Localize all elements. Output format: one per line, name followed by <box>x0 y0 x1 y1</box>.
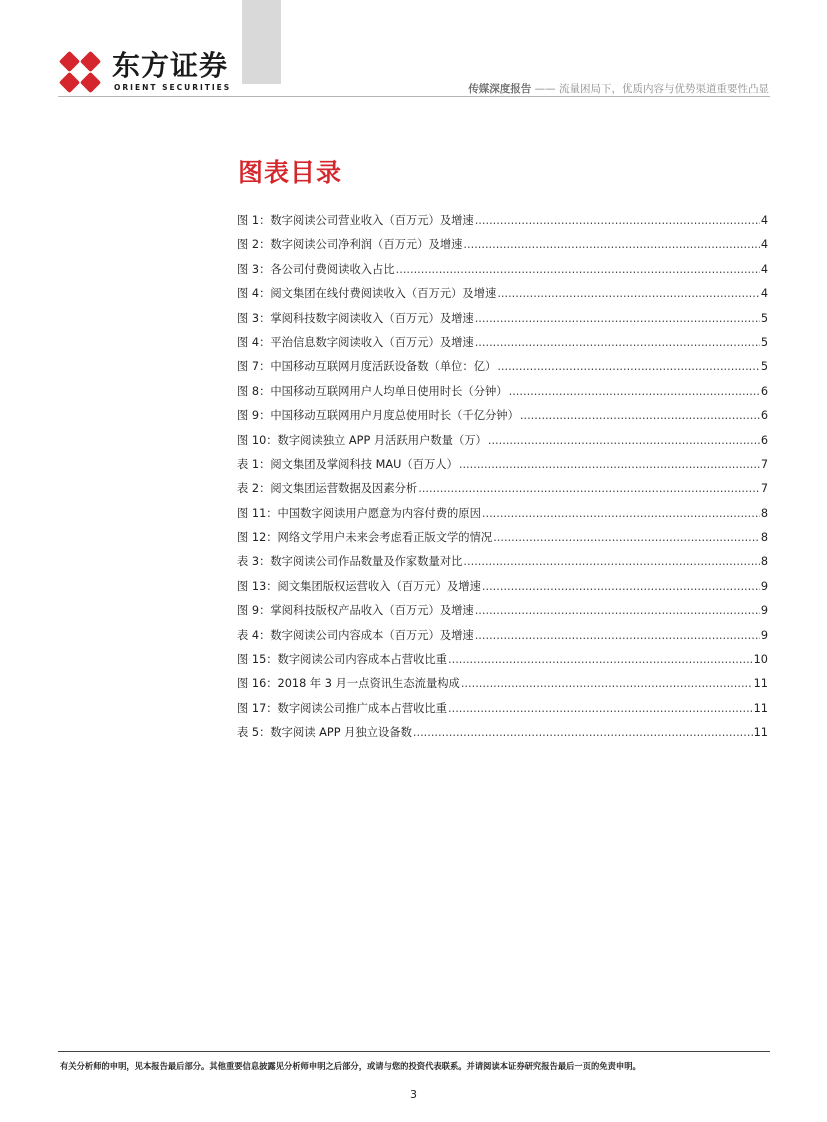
toc-entry-page[interactable]: 11 <box>753 677 768 691</box>
logo-english-name: ORIENT SECURITIES <box>114 83 232 92</box>
toc-entry[interactable] <box>237 310 768 334</box>
toc-leader-dots <box>509 385 760 398</box>
toc-entry-page[interactable]: 4 <box>760 238 768 252</box>
toc-entry[interactable] <box>237 285 768 309</box>
toc-list <box>237 212 768 749</box>
toc-entry-label[interactable]: 图 9：中国移动互联网用户月度总使用时长（千亿分钟） <box>237 409 519 423</box>
toc-entry-page[interactable]: 11 <box>753 701 768 715</box>
toc-entry-label[interactable]: 图 9：掌阅科技版权产品收入（百万元）及增速 <box>237 604 474 618</box>
toc-entry-label[interactable]: 表 1：阅文集团及掌阅科技 MAU（百万人） <box>237 457 458 471</box>
toc-leader-dots <box>475 312 760 325</box>
toc-entry[interactable] <box>237 553 768 577</box>
toc-entry-page[interactable]: 5 <box>760 311 768 325</box>
toc-entry-label[interactable]: 图 1：数字阅读公司营业收入（百万元）及增速 <box>237 214 474 227</box>
toc-entry-page[interactable]: 9 <box>760 628 768 642</box>
toc-entry[interactable] <box>237 602 768 626</box>
toc-entry-page[interactable]: 8 <box>760 506 768 520</box>
toc-entry[interactable] <box>237 578 768 602</box>
toc-entry-page[interactable]: 8 <box>760 531 768 545</box>
report-header-title <box>468 81 769 96</box>
logo-chinese-name: 东方证券 <box>112 49 229 82</box>
page-number: 3 <box>410 1088 417 1101</box>
toc-entry-page[interactable]: 10 <box>753 653 768 667</box>
toc-entry-page[interactable]: 4 <box>760 287 768 301</box>
toc-entry[interactable] <box>237 529 768 553</box>
toc-entry-page[interactable]: 4 <box>760 262 768 276</box>
toc-entry[interactable] <box>237 358 768 382</box>
toc-leader-dots <box>413 726 753 739</box>
toc-entry[interactable] <box>237 212 768 236</box>
toc-leader-dots <box>475 604 760 617</box>
toc-entry-page[interactable]: 4 <box>760 214 768 227</box>
toc-entry[interactable] <box>237 627 768 651</box>
toc-entry-label[interactable]: 表 5：数字阅读 APP 月独立设备数 <box>237 726 412 740</box>
toc-entry-label[interactable]: 图 16：2018 年 3 月一点资讯生态流量构成 <box>237 677 460 691</box>
toc-leader-dots <box>493 531 760 544</box>
toc-entry[interactable] <box>237 651 768 675</box>
toc-leader-dots <box>475 629 760 642</box>
page-title: 图表目录 <box>238 158 343 187</box>
toc-entry[interactable] <box>237 261 768 285</box>
toc-entry-label[interactable]: 图 8：中国移动互联网用户人均单日使用时长（分钟） <box>237 384 508 398</box>
toc-entry-page[interactable]: 5 <box>760 360 768 374</box>
toc-entry-page[interactable]: 7 <box>760 457 768 471</box>
toc-entry-label[interactable]: 图 2：数字阅读公司净利润（百万元）及增速 <box>237 238 463 252</box>
toc-leader-dots <box>497 360 760 373</box>
toc-entry[interactable] <box>237 456 768 480</box>
footer-disclaimer: 有关分析师的申明，见本报告最后部分。其他重要信息披露见分析师申明之后部分，或请与您的投资代表联系。并请阅读本证券研究报告最后一页的免责申明。 <box>60 1061 641 1071</box>
toc-leader-dots <box>497 287 760 300</box>
footer-divider <box>58 1051 770 1052</box>
toc-entry[interactable] <box>237 724 768 748</box>
toc-entry-page[interactable]: 5 <box>760 335 768 349</box>
toc-entry-page[interactable]: 11 <box>753 726 768 740</box>
toc-entry-label[interactable]: 图 17：数字阅读公司推广成本占营收比重 <box>237 701 448 715</box>
toc-entry[interactable] <box>237 432 768 456</box>
toc-leader-dots <box>475 336 760 349</box>
toc-leader-dots <box>520 409 760 422</box>
toc-entry-label[interactable]: 图 4：阅文集团在线付费阅读收入（百万元）及增速 <box>237 287 497 301</box>
toc-entry[interactable] <box>237 236 768 260</box>
toc-entry-page[interactable]: 8 <box>760 555 768 569</box>
toc-leader-dots <box>459 458 760 471</box>
header-divider <box>58 96 770 97</box>
toc-leader-dots <box>482 507 760 520</box>
toc-entry-page[interactable]: 9 <box>760 579 768 593</box>
toc-entry[interactable] <box>237 700 768 724</box>
report-title: 流量困局下，优质内容与优势渠道重要性凸显 <box>559 83 769 95</box>
toc-entry[interactable] <box>237 334 768 358</box>
report-type: 传媒深度报告 <box>468 83 532 95</box>
toc-leader-dots <box>488 434 760 447</box>
company-logo <box>58 48 232 96</box>
toc-entry-label[interactable]: 图 12：网络文学用户未来会考虑看正版文学的情况 <box>237 531 493 545</box>
header-separator: —— <box>531 83 559 95</box>
toc-entry[interactable] <box>237 480 768 504</box>
toc-leader-dots <box>463 555 759 568</box>
toc-entry[interactable] <box>237 505 768 529</box>
toc-entry-page[interactable]: 6 <box>760 409 768 423</box>
toc-entry-label[interactable]: 图 7：中国移动互联网月度活跃设备数（单位：亿） <box>237 360 497 374</box>
toc-entry-label[interactable]: 图 3：掌阅科技数字阅读收入（百万元）及增速 <box>237 311 474 325</box>
toc-entry-label[interactable]: 图 3：各公司付费阅读收入占比 <box>237 262 395 276</box>
toc-entry-label[interactable]: 表 4：数字阅读公司内容成本（百万元）及增速 <box>237 628 474 642</box>
toc-entry-label[interactable]: 图 13：阅文集团版权运营收入（百万元）及增速 <box>237 579 481 593</box>
toc-entry-label[interactable]: 表 2：阅文集团运营数据及因素分析 <box>237 482 418 496</box>
orient-logo-icon <box>58 50 102 94</box>
toc-leader-dots <box>448 653 753 666</box>
header-tab-decoration <box>242 0 281 84</box>
toc-entry-page[interactable]: 6 <box>760 384 768 398</box>
toc-entry-label[interactable]: 表 3：数字阅读公司作品数量及作家数量对比 <box>237 555 463 569</box>
toc-entry-label[interactable]: 图 11：中国数字阅读用户愿意为内容付费的原因 <box>237 506 481 520</box>
toc-leader-dots <box>418 482 760 495</box>
toc-entry[interactable] <box>237 675 768 699</box>
toc-entry-page[interactable]: 9 <box>760 604 768 618</box>
toc-leader-dots <box>463 238 759 251</box>
toc-entry-page[interactable]: 6 <box>760 433 768 447</box>
toc-entry[interactable] <box>237 383 768 407</box>
toc-leader-dots <box>448 702 753 715</box>
toc-entry[interactable] <box>237 407 768 431</box>
toc-entry-label[interactable]: 图 15：数字阅读公司内容成本占营收比重 <box>237 653 448 667</box>
toc-leader-dots <box>461 677 753 690</box>
toc-entry-label[interactable]: 图 4：平治信息数字阅读收入（百万元）及增速 <box>237 335 474 349</box>
toc-entry-label[interactable]: 图 10：数字阅读独立 APP 月活跃用户数量（万） <box>237 433 487 447</box>
toc-leader-dots <box>482 580 760 593</box>
toc-leader-dots <box>396 263 760 276</box>
toc-entry-page[interactable]: 7 <box>760 482 768 496</box>
toc-leader-dots <box>475 214 760 227</box>
